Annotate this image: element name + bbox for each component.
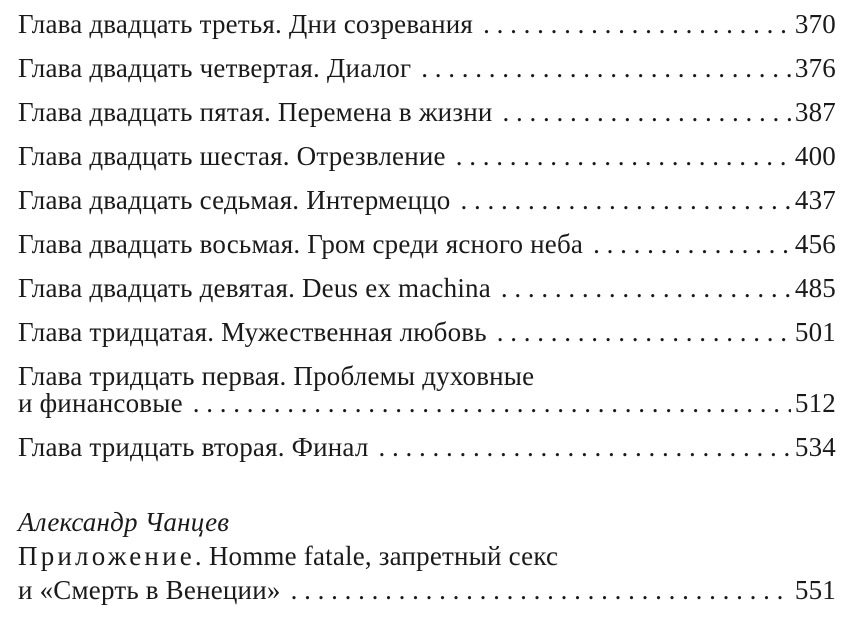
- table-of-contents: [18, 0, 836, 611]
- toc-entry-29: [18, 264, 836, 308]
- section-spacer: [18, 467, 836, 507]
- dot-leader: [193, 388, 791, 418]
- toc-entry-30: [18, 308, 836, 352]
- toc-entry-title: Глава двадцать седьмая. Интермеццо: [18, 185, 451, 215]
- dot-leader: [483, 9, 791, 39]
- appendix-page: 551: [794, 575, 836, 605]
- toc-entry-26: [18, 132, 836, 176]
- toc-entry-page: 387: [794, 97, 836, 127]
- toc-entry-31: [18, 352, 836, 423]
- toc-entry-32: [18, 423, 836, 467]
- toc-entry-28: [18, 220, 836, 264]
- toc-entry-page: 376: [794, 53, 836, 83]
- dot-leader: [291, 575, 791, 605]
- toc-entry-page: 534: [794, 432, 836, 462]
- appendix-title-line1: [18, 541, 836, 575]
- toc-entry-title: Глава двадцать пятая. Перемена в жизни: [18, 97, 493, 127]
- toc-entry-title: Глава двадцать восьмая. Гром среди ясного неба: [18, 229, 584, 259]
- toc-entry-title: Глава двадцать третья. Дни созревания: [18, 9, 474, 39]
- appendix-label: Приложение: [18, 541, 195, 571]
- dot-leader: [461, 185, 791, 215]
- dot-leader: [379, 432, 791, 462]
- toc-entry-23: [18, 0, 836, 44]
- appendix-entry: [18, 507, 836, 611]
- dot-leader: [497, 317, 791, 347]
- appendix-title-rest: . Homme fatale, запретный секс: [194, 541, 559, 571]
- dot-leader: [503, 97, 791, 127]
- dot-leader: [421, 53, 791, 83]
- toc-entry-title-line2: и финансовые: [18, 388, 183, 418]
- dot-leader: [501, 273, 791, 303]
- toc-entry-title: Глава тридцатая. Мужественная любовь: [18, 317, 487, 347]
- toc-entry-title: Глава двадцать девятая. Deus ex machina: [18, 273, 491, 303]
- toc-entry-page: 501: [794, 317, 836, 347]
- toc-entry-page: 370: [794, 9, 836, 39]
- toc-entry-24: [18, 44, 836, 88]
- dot-leader: [456, 141, 791, 171]
- toc-entry-title: Глава тридцать вторая. Финал: [18, 432, 369, 462]
- appendix-author: Александр Чанцев: [18, 507, 230, 537]
- toc-entry-title-line1: Глава тридцать первая. Проблемы духовные: [18, 361, 535, 391]
- toc-entry-25: [18, 88, 836, 132]
- toc-entry-27: [18, 176, 836, 220]
- appendix-title-line2: и «Смерть в Венеции»: [18, 575, 281, 605]
- toc-entry-page: 485: [794, 273, 836, 303]
- toc-entry-page: 456: [794, 229, 836, 259]
- toc-entry-title: Глава двадцать шестая. Отрезвление: [18, 141, 446, 171]
- toc-entry-page: 400: [794, 141, 836, 171]
- dot-leader: [593, 229, 791, 259]
- toc-entry-page: 512: [794, 388, 836, 418]
- toc-entry-page: 437: [794, 185, 836, 215]
- toc-entry-title: Глава двадцать четвертая. Диалог: [18, 53, 412, 83]
